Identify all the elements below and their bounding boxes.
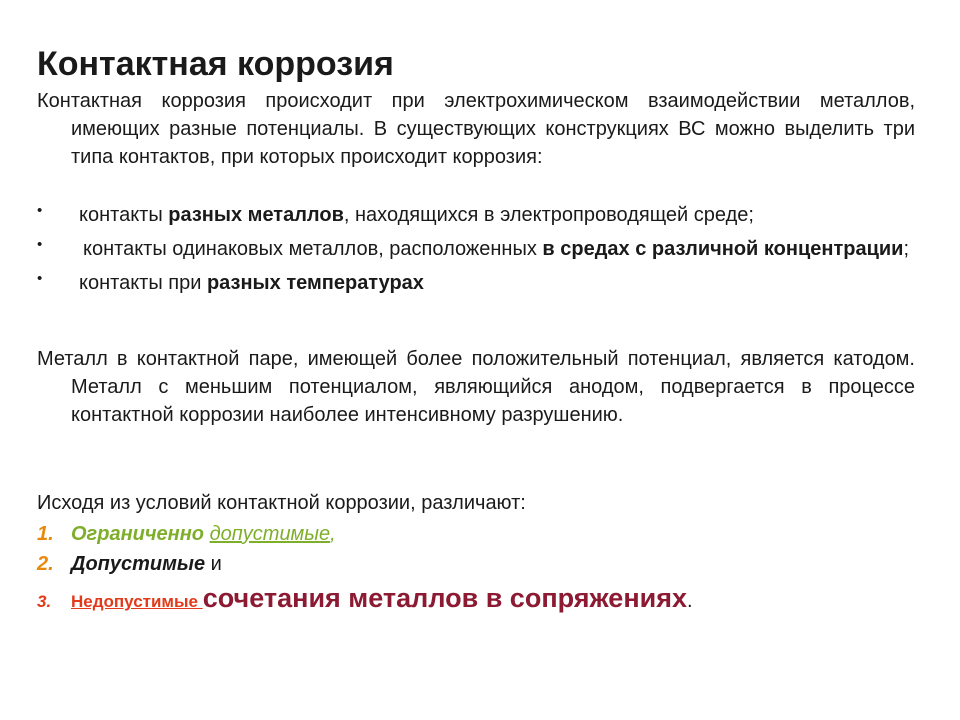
- bullet-bold-text: в средах с различной концентрации: [542, 238, 904, 260]
- list-item: [37, 201, 915, 229]
- bullet-marker: •: [37, 270, 43, 287]
- slide-title: Контактная коррозия: [37, 45, 394, 83]
- intro-paragraph: Контактная коррозия происходит при электрохимическом взаимодействии металлов, имеющих разные потенциалы. В существующих конструкциях ВС можно выделить три типа контактов, при которых происходит коррозия:: [37, 90, 915, 168]
- list-item: [37, 269, 915, 297]
- limited-text: Ограниченно: [71, 523, 205, 545]
- bullet-marker: •: [37, 202, 43, 219]
- bullet-text: ;: [903, 238, 910, 260]
- list-item: [37, 520, 693, 550]
- bullet-text: контакты одинаковых металлов, расположенных: [83, 238, 543, 260]
- bullet-bold-text: разных металлов: [168, 204, 344, 226]
- list-tail: .: [687, 590, 693, 612]
- bullet-bold-text: разных температурах: [206, 272, 424, 294]
- bullet-marker: •: [37, 236, 43, 253]
- list-item: [37, 550, 693, 580]
- derive-line: Исходя из условий контактной коррозии, различают:: [37, 492, 526, 514]
- list-number: 3.: [37, 592, 52, 611]
- acceptable-text: Допустимые: [71, 553, 206, 575]
- acceptable-link[interactable]: допустимые: [209, 523, 331, 545]
- list-tail: ,: [330, 523, 336, 545]
- contact-types-list: [37, 201, 915, 303]
- list-item: [37, 580, 693, 620]
- bullet-text: контакты: [79, 204, 169, 226]
- list-item: [37, 235, 915, 263]
- unacceptable-link[interactable]: Недопустимые: [71, 592, 203, 611]
- bullet-text: , находящихся в электропроводящей среде;: [343, 204, 754, 226]
- bullet-text: контакты при: [79, 272, 207, 294]
- list-number: 2.: [37, 553, 54, 575]
- metal-paragraph: Металл в контактной паре, имеющей более положительный потенциал, является катодом. Металл с меньшим потенциалом, являющийся анодом, подвергается в процессе контактной коррозии наиболее интенсивному разрушению.: [37, 348, 915, 426]
- classification-list: [37, 520, 693, 620]
- list-number: 1.: [37, 523, 54, 545]
- list-tail: и: [205, 553, 222, 575]
- combinations-text: сочетания металлов в сопряжениях: [202, 583, 687, 613]
